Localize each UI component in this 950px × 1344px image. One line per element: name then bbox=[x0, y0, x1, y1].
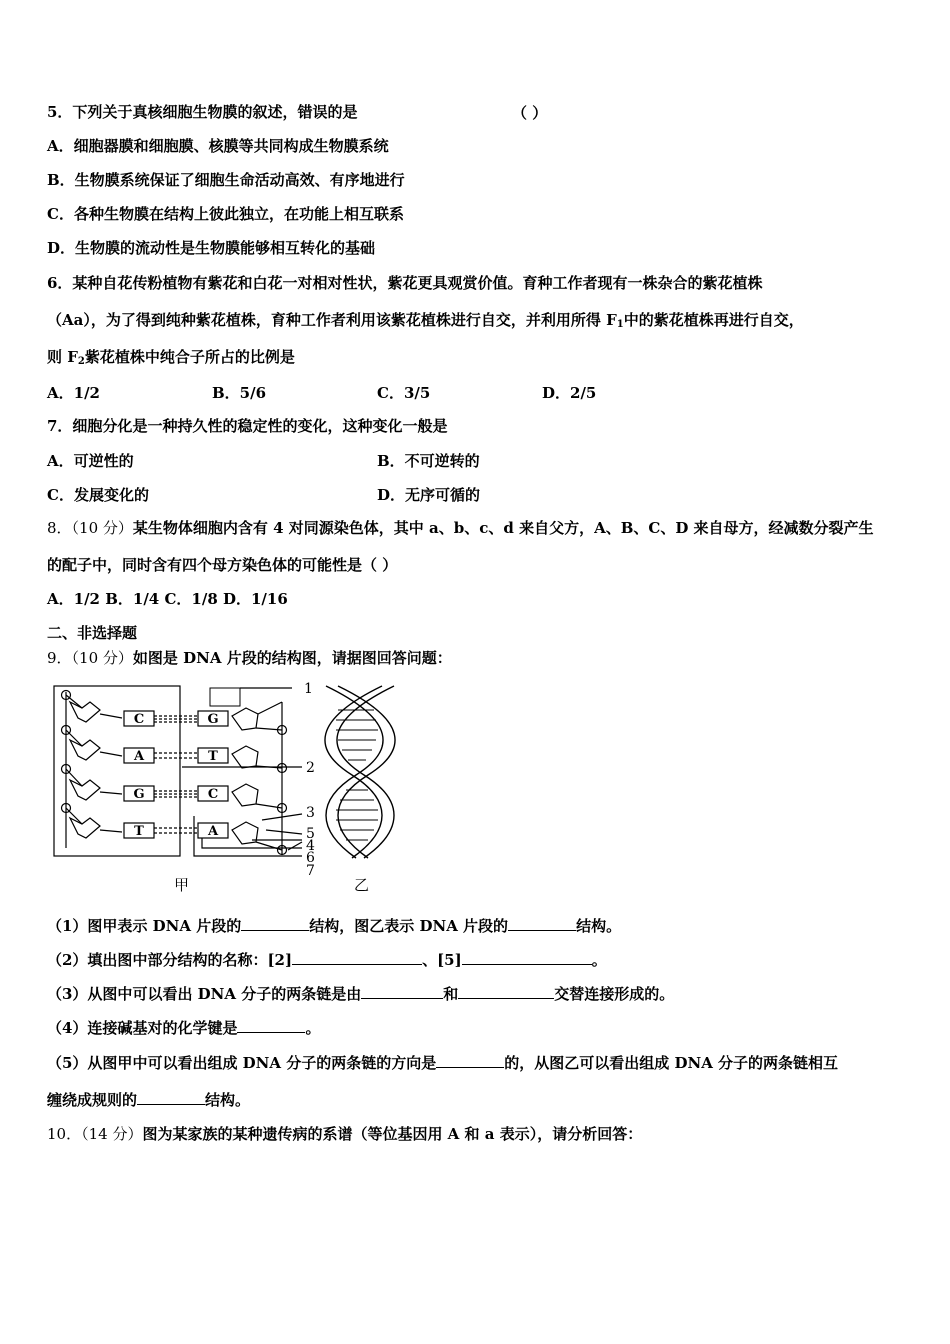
blank-2[interactable] bbox=[508, 916, 576, 931]
q5-answer-paren: （ ） bbox=[512, 104, 548, 122]
label-6: 6 bbox=[306, 850, 315, 866]
base-left-3: G bbox=[133, 787, 145, 802]
q5-option-a: A．细胞器膜和细胞膜、核膜等共同构成生物膜系统 bbox=[47, 137, 389, 155]
q8-line1: 8．（10 分）某生物体细胞内含有 4 对同源染色体，其中 a、b、c、d 来自父方，A、B、C、D 来自母方，经减数分裂产生 bbox=[47, 519, 874, 537]
q9-sub2: （2）填出图中部分结构的名称：[2] 、[5] 。 bbox=[47, 951, 607, 969]
blank-8[interactable] bbox=[436, 1053, 504, 1068]
double-helix bbox=[325, 686, 395, 858]
base-right-4: A bbox=[207, 824, 219, 839]
label-5: 5 bbox=[306, 826, 315, 842]
blank-9[interactable] bbox=[137, 1090, 205, 1105]
base-left-1: C bbox=[133, 712, 145, 727]
label-2: 2 bbox=[306, 760, 315, 776]
blank-5[interactable] bbox=[361, 984, 443, 999]
q7-stem: 7．细胞分化是一种持久性的稳定性的变化，这种变化一般是 bbox=[47, 417, 448, 435]
base-right-1: G bbox=[207, 712, 219, 727]
base-right-3: C bbox=[207, 787, 219, 802]
q9-stem: 9．（10 分）如图是 DNA 片段的结构图，请据图回答问题： bbox=[47, 649, 452, 667]
q8-options: A．1/2 B．1/4 C．1/8 D．1/16 bbox=[47, 590, 288, 608]
label-3: 3 bbox=[306, 805, 315, 821]
q7-option-a: A．可逆性的 bbox=[47, 452, 134, 470]
q5-stem: 5．下列关于真核细胞生物膜的叙述，错误的是 bbox=[47, 103, 358, 121]
left-nucleotides bbox=[62, 691, 123, 839]
blank-6[interactable] bbox=[458, 984, 554, 999]
q5-option-b: B．生物膜系统保证了细胞生命活动高效、有序地进行 bbox=[47, 171, 405, 189]
q6-line2: （Aa），为了得到纯种紫花植株，育种工作者利用该紫花植株进行自交，并利用所得 $F_1$中的紫花植株再进行自交， bbox=[47, 311, 804, 330]
caption-jia: 甲 bbox=[174, 876, 190, 894]
jia-frame bbox=[54, 686, 180, 856]
q6-option-c: C．3/5 bbox=[377, 384, 431, 402]
q10-stem: 10．（14 分）图为某家族的某种遗传病的系谱（等位基因用 A 和 a 表示），请分析回答： bbox=[47, 1125, 643, 1143]
q6-line3: 则 $F_2$紫花植株中纯合子所占的比例是 bbox=[47, 348, 295, 367]
blank-4[interactable] bbox=[462, 950, 592, 965]
label-4: 4 bbox=[306, 838, 315, 854]
base-left-4: T bbox=[134, 824, 144, 839]
q9-sub4: （4）连接碱基对的化学键是 。 bbox=[47, 1019, 321, 1037]
blank-1[interactable] bbox=[241, 916, 309, 931]
q7-option-c: C．发展变化的 bbox=[47, 486, 149, 504]
q9-sub3: （3）从图中可以看出 DNA 分子的两条链是由 和 交替连接形成的。 bbox=[47, 985, 675, 1003]
blank-3[interactable] bbox=[292, 950, 422, 965]
q6-option-d: D．2/5 bbox=[542, 384, 597, 402]
section-title: 二、非选择题 bbox=[47, 624, 138, 642]
q6-option-b: B．5/6 bbox=[212, 384, 267, 402]
q9-sub1: （1）图甲表示 DNA 片段的 结构，图乙表示 DNA 片段的 结构。 bbox=[47, 917, 622, 935]
q7-option-d: D．无序可循的 bbox=[377, 486, 481, 504]
base-right-2: T bbox=[208, 749, 218, 764]
q5-option-d: D．生物膜的流动性是生物膜能够相互转化的基础 bbox=[47, 239, 376, 257]
q9-sub5-line2: 缠绕成规则的 结构。 bbox=[47, 1091, 251, 1109]
dna-structure-figure bbox=[52, 680, 432, 895]
base-left-2: A bbox=[133, 749, 145, 764]
q6-option-a: A．1/2 bbox=[47, 384, 100, 402]
label-7: 7 bbox=[306, 863, 315, 879]
blank-7[interactable] bbox=[237, 1018, 305, 1033]
caption-yi: 乙 bbox=[354, 876, 370, 894]
q5-option-c: C．各种生物膜在结构上彼此独立，在功能上相互联系 bbox=[47, 205, 404, 223]
hydrogen-bonds bbox=[154, 716, 198, 833]
q7-option-b: B．不可逆转的 bbox=[377, 452, 480, 470]
label-1: 1 bbox=[304, 681, 313, 697]
q6-line1: 6．某种自花传粉植物有紫花和白花一对相对性状，紫花更具观赏价值。育种工作者现有一株杂合的紫花植株 bbox=[47, 274, 763, 292]
q9-sub5: （5）从图甲中可以看出组成 DNA 分子的两条链的方向是 的，从图乙可以看出组成 DNA 分子的两条链相互 bbox=[47, 1054, 839, 1072]
q8-line2: 的配子中，同时含有四个母方染色体的可能性是（ ） bbox=[47, 556, 398, 574]
